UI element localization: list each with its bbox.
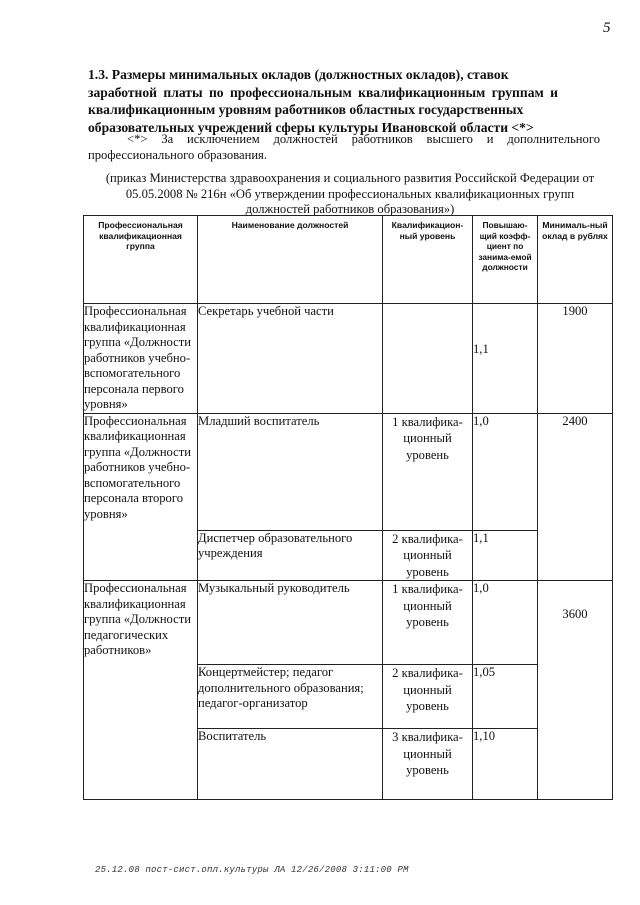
position-name: Концертмейстер; педагог дополнительного образования; педагог-организатор [198, 665, 364, 710]
level-value: 3 квалифика-ционный уровень [392, 730, 463, 777]
level-value: 1 квалифика-ционный уровень [392, 582, 463, 629]
position-name: Музыкальный руководитель [198, 581, 350, 595]
coef-value: 1,0 [473, 413, 489, 428]
level-cell [383, 413, 473, 530]
coef-cell [473, 729, 538, 800]
heading-line-4: образовательных учреждений сферы культуры Ивановской области <*> [88, 119, 534, 135]
position-cell [198, 665, 383, 729]
group-name: Профессиональная квалификационная группа «Должности работников учебно-вспомогательного персонала второго уровня» [84, 413, 191, 521]
position-cell [198, 304, 383, 414]
header-group: Профессиональная квалификационная группа [84, 216, 198, 304]
document-footer: 25.12.08 пост-сист.опл.культуры ЛА 12/26/2008 3:11:00 PM [95, 865, 409, 875]
group-name-cell [84, 413, 198, 581]
coef-cell [473, 413, 538, 530]
position-cell [198, 581, 383, 665]
level-cell [383, 581, 473, 665]
level-cell [383, 729, 473, 800]
position-cell [198, 413, 383, 530]
position-cell [198, 530, 383, 581]
footnote [88, 132, 600, 163]
salary-table [83, 215, 613, 800]
level-cell [383, 665, 473, 729]
header-salary: Минималь-ный оклад в рублях [538, 216, 613, 304]
coef-cell [473, 530, 538, 581]
coef-value: 1,1 [473, 530, 489, 545]
salary-value: 1900 [562, 304, 588, 318]
coef-cell [473, 665, 538, 729]
level-cell [383, 304, 473, 414]
group-name-cell [84, 304, 198, 414]
group-name-cell [84, 581, 198, 800]
coef-cell [473, 304, 538, 414]
level-value: 1 квалифика-ционный уровень [392, 414, 463, 462]
group-name: Профессиональная квалификационная группа «Должности работников учебно-вспомогательного персонала первого уровня» [84, 304, 191, 411]
order-note: (приказ Министерства здравоохранения и социального развития Российской Федерации от 05.05.2008 № 216н «Об утверждении профессиональных квалификационных групп должностей работников образования») [105, 171, 595, 216]
heading-line-1: 1.3. Размеры минимальных окладов (должностных окладов), ставок [88, 67, 509, 82]
position-name: Воспитатель [198, 729, 267, 743]
salary-cell [538, 413, 613, 581]
level-cell [383, 530, 473, 581]
footnote-line-2: профессионального образования. [88, 147, 267, 162]
table-row [84, 413, 613, 530]
position-name: Секретарь учебной части [198, 304, 334, 318]
level-value: 2 квалифика-ционный уровень [392, 666, 463, 713]
coef-value: 1,05 [473, 665, 496, 679]
position-name: Младший воспитатель [198, 413, 320, 428]
header-coef: Повышаю-щий коэфф-циент по занима-емой должности [473, 216, 538, 304]
group-name: Профессиональная квалификационная группа «Должности педагогических работников» [84, 581, 191, 657]
coef-value: 1,1 [473, 342, 489, 356]
coef-value: 1,10 [473, 729, 496, 743]
table-row [84, 304, 613, 414]
header-level: Квалификацион-ный уровень [383, 216, 473, 304]
coef-cell [473, 581, 538, 665]
footnote-line-1: <*> За исключением должностей работников высшего и дополнительного [127, 132, 600, 146]
heading-line-rest: заработной платы по профессиональным квалификационным группам и квалификационным уровням работников областных государственных [88, 84, 558, 117]
table-row [84, 581, 613, 665]
salary-cell [538, 581, 613, 800]
table-header-row [84, 216, 613, 304]
position-name: Диспетчер образовательного учреждения [198, 530, 353, 560]
salary-value: 3600 [562, 607, 588, 621]
position-cell [198, 729, 383, 800]
header-position: Наименование должностей [198, 216, 383, 304]
coef-value: 1,0 [473, 581, 489, 595]
salary-value: 2400 [562, 413, 588, 428]
section-heading [88, 66, 558, 136]
page-number: 5 [603, 20, 611, 36]
salary-cell [538, 304, 613, 414]
level-value: 2 квалифика-ционный уровень [392, 531, 463, 579]
